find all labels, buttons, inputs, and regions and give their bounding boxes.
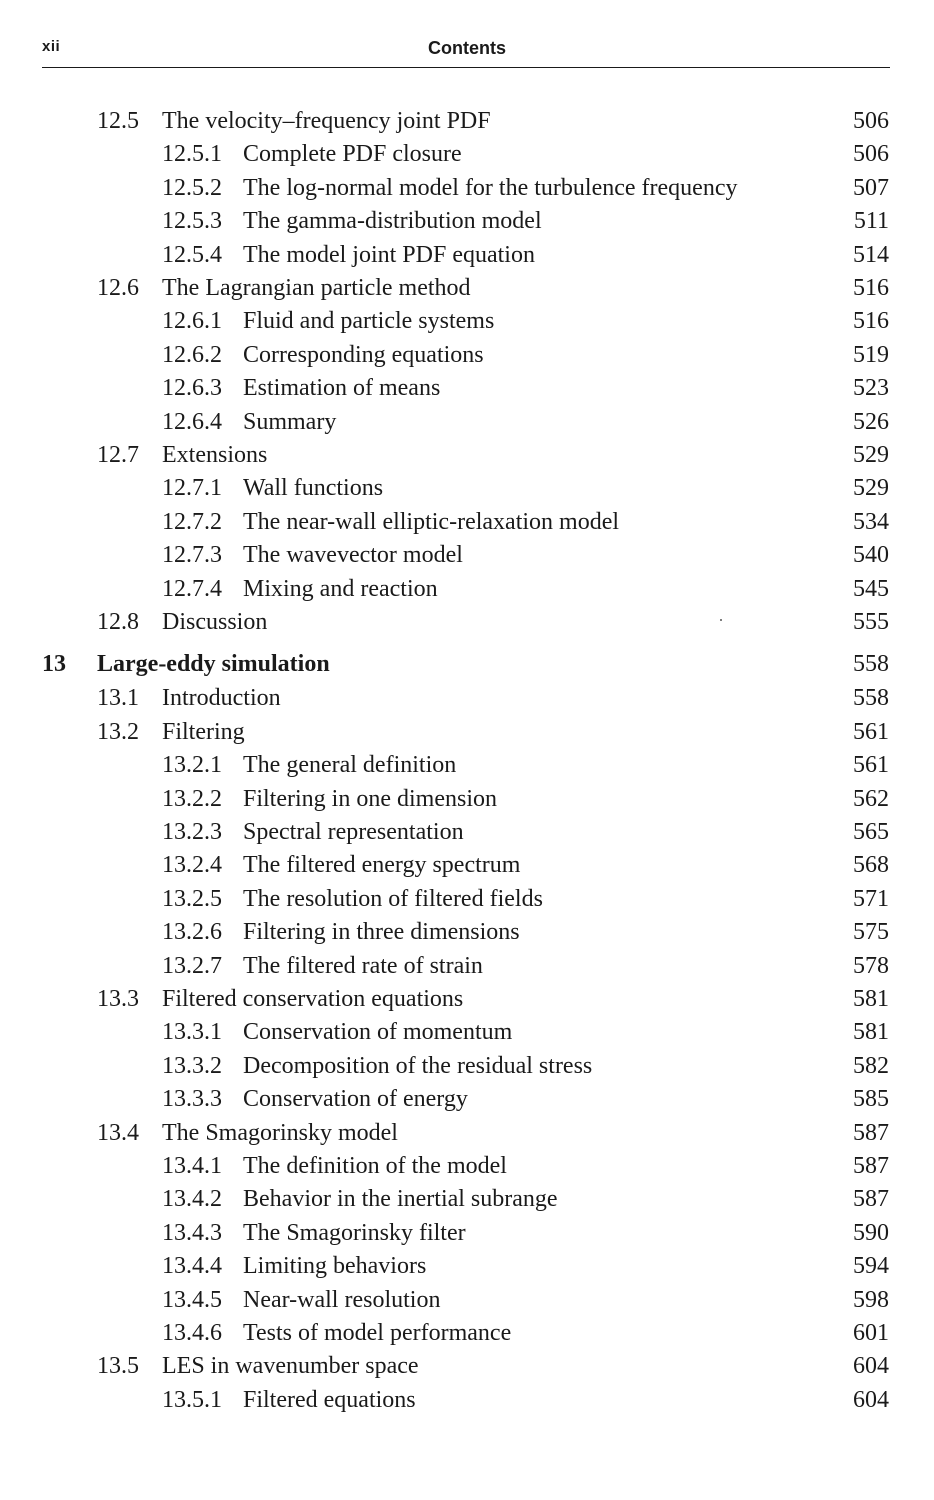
entry-page-number: 511 bbox=[853, 208, 889, 235]
entry-title: The model joint PDF equation bbox=[243, 241, 535, 268]
entry-number: 13.2.2 bbox=[162, 785, 222, 812]
entry-title: Conservation of momentum bbox=[243, 1019, 513, 1046]
toc-entry[interactable] bbox=[0, 1216, 934, 1250]
toc-entry[interactable] bbox=[0, 1182, 934, 1216]
entry-number: 12.7.3 bbox=[162, 542, 222, 569]
entry-number: 13.2.1 bbox=[162, 752, 222, 779]
entry-page-number: 555 bbox=[853, 609, 889, 635]
entry-title: The general definition bbox=[243, 752, 457, 779]
entry-title: Spectral representation bbox=[243, 818, 464, 845]
entry-page-number: 523 bbox=[853, 375, 889, 402]
entry-number: 13.4.2 bbox=[162, 1186, 222, 1213]
entry-title: The wavevector model bbox=[243, 542, 463, 569]
entry-page-number: 578 bbox=[853, 952, 889, 979]
toc-entry[interactable] bbox=[0, 405, 934, 439]
entry-title: Decomposition of the residual stress bbox=[243, 1052, 593, 1079]
toc-chapter-entry[interactable] bbox=[0, 647, 934, 681]
entry-page-number: 561 bbox=[853, 752, 889, 779]
entry-number: 13 bbox=[42, 651, 66, 678]
entry-title: The near-wall elliptic-relaxation model bbox=[243, 508, 620, 535]
toc-entry[interactable] bbox=[0, 204, 934, 238]
entry-number: 13.3 bbox=[97, 985, 139, 1012]
entry-title: Behavior in the inertial subrange bbox=[243, 1186, 558, 1213]
entry-number: 12.6.1 bbox=[162, 308, 222, 335]
entry-number: 12.6.4 bbox=[162, 408, 222, 435]
entry-page-number: 587 bbox=[853, 1119, 889, 1146]
entry-page-number: 571 bbox=[853, 885, 889, 912]
entry-page-number: 604 bbox=[853, 1386, 889, 1413]
toc-entry[interactable] bbox=[0, 782, 934, 816]
entry-title: The filtered rate of strain bbox=[243, 952, 483, 979]
toc-entry[interactable] bbox=[0, 104, 934, 138]
entry-title: Mixing and reaction bbox=[243, 575, 438, 602]
entry-title: Filtered conservation equations bbox=[162, 985, 464, 1012]
entry-number: 13.1 bbox=[97, 685, 139, 712]
entry-page-number: 506 bbox=[853, 108, 889, 134]
stray-dot bbox=[720, 619, 722, 621]
entry-number: 12.5 bbox=[97, 108, 139, 134]
entry-page-number: 598 bbox=[853, 1286, 889, 1313]
entry-number: 13.4.3 bbox=[162, 1219, 222, 1246]
entry-number: 12.5.1 bbox=[162, 141, 222, 168]
entry-number: 13.4.4 bbox=[162, 1253, 222, 1280]
toc-entry[interactable] bbox=[0, 371, 934, 405]
entry-title: Estimation of means bbox=[243, 375, 441, 402]
entry-number: 13.4.6 bbox=[162, 1319, 222, 1346]
entry-page-number: 587 bbox=[853, 1186, 889, 1213]
entry-page-number: 558 bbox=[853, 685, 889, 712]
toc-entry[interactable] bbox=[0, 438, 934, 472]
toc-entry[interactable] bbox=[0, 848, 934, 882]
entry-number: 12.5.3 bbox=[162, 208, 222, 235]
toc-entry[interactable] bbox=[0, 681, 934, 715]
entry-title: Filtering in one dimension bbox=[243, 785, 497, 812]
toc-entry[interactable] bbox=[0, 949, 934, 983]
entry-number: 12.5.4 bbox=[162, 241, 222, 268]
entry-page-number: 585 bbox=[853, 1086, 889, 1113]
entry-page-number: 594 bbox=[853, 1253, 889, 1280]
header-rule bbox=[42, 67, 890, 68]
entry-number: 12.6.2 bbox=[162, 341, 222, 368]
toc-entry[interactable] bbox=[0, 915, 934, 949]
entry-page-number: 604 bbox=[853, 1353, 889, 1380]
toc-entry[interactable] bbox=[0, 505, 934, 539]
entry-number: 13.3.2 bbox=[162, 1052, 222, 1079]
entry-page-number: 514 bbox=[853, 241, 889, 268]
entry-page-number: 507 bbox=[853, 174, 889, 201]
entry-number: 13.3.1 bbox=[162, 1019, 222, 1046]
entry-title: Near-wall resolution bbox=[243, 1286, 441, 1313]
entry-title: The velocity–frequency joint PDF bbox=[162, 108, 491, 134]
entry-title: Introduction bbox=[162, 685, 281, 712]
toc-entry[interactable] bbox=[0, 271, 934, 305]
toc-entry[interactable] bbox=[0, 1383, 934, 1417]
entry-title: Discussion bbox=[162, 609, 268, 635]
entry-title: LES in wavenumber space bbox=[162, 1353, 419, 1380]
entry-number: 12.8 bbox=[97, 609, 139, 635]
entry-page-number: 575 bbox=[853, 919, 889, 946]
entry-title: The resolution of filtered fields bbox=[243, 885, 543, 912]
entry-page-number: 526 bbox=[853, 408, 889, 435]
entry-number: 13.2.5 bbox=[162, 885, 222, 912]
running-head: Contents bbox=[428, 38, 506, 58]
entry-title: Filtered equations bbox=[243, 1386, 416, 1413]
entry-number: 13.5.1 bbox=[162, 1386, 222, 1413]
entry-number: 13.4 bbox=[97, 1119, 139, 1146]
entry-page-number: 506 bbox=[853, 141, 889, 168]
entry-title: The filtered energy spectrum bbox=[243, 852, 521, 879]
entry-number: 13.2.3 bbox=[162, 818, 222, 845]
entry-title: Fluid and particle systems bbox=[243, 308, 495, 335]
entry-number: 13.4.1 bbox=[162, 1152, 222, 1179]
toc-entry[interactable] bbox=[0, 1015, 934, 1049]
page-header bbox=[0, 0, 934, 72]
entry-page-number: 590 bbox=[853, 1219, 889, 1246]
toc-entry[interactable] bbox=[0, 815, 934, 849]
entry-page-number: 582 bbox=[853, 1052, 889, 1079]
entry-page-number: 545 bbox=[853, 575, 889, 602]
toc-entry[interactable] bbox=[0, 1249, 934, 1283]
toc-entry[interactable] bbox=[0, 748, 934, 782]
entry-title: Summary bbox=[243, 408, 337, 435]
entry-number: 13.4.5 bbox=[162, 1286, 222, 1313]
entry-page-number: 519 bbox=[853, 341, 889, 368]
entry-title: Filtering bbox=[162, 718, 245, 745]
entry-number: 12.5.2 bbox=[162, 174, 222, 201]
entry-page-number: 529 bbox=[853, 442, 889, 468]
toc-entry[interactable] bbox=[0, 605, 934, 639]
entry-page-number: 565 bbox=[853, 818, 889, 845]
entry-number: 12.7.2 bbox=[162, 508, 222, 535]
entry-title: Conservation of energy bbox=[243, 1086, 468, 1113]
entry-page-number: 534 bbox=[853, 508, 889, 535]
entry-number: 12.6 bbox=[97, 275, 139, 301]
entry-title: Limiting behaviors bbox=[243, 1253, 427, 1280]
page-number: xii bbox=[42, 38, 61, 55]
entry-number: 12.7 bbox=[97, 442, 139, 468]
entry-page-number: 568 bbox=[853, 852, 889, 879]
toc-entry[interactable] bbox=[0, 982, 934, 1016]
entry-title: The Smagorinsky filter bbox=[243, 1219, 466, 1246]
toc-entry[interactable] bbox=[0, 1116, 934, 1150]
entry-title: Corresponding equations bbox=[243, 341, 484, 368]
entry-title: Complete PDF closure bbox=[243, 141, 462, 168]
entry-number: 13.2.6 bbox=[162, 919, 222, 946]
entry-number: 13.2.4 bbox=[162, 852, 222, 879]
entry-number: 13.2 bbox=[97, 718, 139, 745]
toc-entry[interactable] bbox=[0, 715, 934, 749]
entry-title: Tests of model performance bbox=[243, 1319, 512, 1346]
entry-number: 13.3.3 bbox=[162, 1086, 222, 1113]
entry-number: 12.7.4 bbox=[162, 575, 222, 602]
entry-number: 13.5 bbox=[97, 1353, 139, 1380]
entry-title: Wall functions bbox=[243, 475, 384, 502]
toc-entry[interactable] bbox=[0, 538, 934, 572]
entry-page-number: 558 bbox=[853, 651, 889, 678]
entry-title: Extensions bbox=[162, 442, 268, 468]
toc-entry[interactable] bbox=[0, 338, 934, 372]
entry-title: Filtering in three dimensions bbox=[243, 919, 520, 946]
entry-page-number: 581 bbox=[853, 985, 889, 1012]
entry-title: The Lagrangian particle method bbox=[162, 275, 471, 301]
entry-title: The definition of the model bbox=[243, 1152, 507, 1179]
toc-entry[interactable] bbox=[0, 882, 934, 916]
toc-entry[interactable] bbox=[0, 1349, 934, 1383]
toc-entry[interactable] bbox=[0, 304, 934, 338]
toc-entry[interactable] bbox=[0, 572, 934, 606]
entry-number: 13.2.7 bbox=[162, 952, 222, 979]
toc-entry[interactable] bbox=[0, 1316, 934, 1350]
entry-page-number: 561 bbox=[853, 718, 889, 745]
toc-entry[interactable] bbox=[0, 1283, 934, 1317]
entry-page-number: 587 bbox=[853, 1152, 889, 1179]
entry-number: 12.6.3 bbox=[162, 375, 222, 402]
toc-entry[interactable] bbox=[0, 137, 934, 171]
toc-entry[interactable] bbox=[0, 1082, 934, 1116]
toc-entry[interactable] bbox=[0, 171, 934, 205]
toc-entry[interactable] bbox=[0, 1049, 934, 1083]
entry-page-number: 562 bbox=[853, 785, 889, 812]
entry-page-number: 581 bbox=[853, 1019, 889, 1046]
toc-entry[interactable] bbox=[0, 238, 934, 272]
entry-page-number: 516 bbox=[853, 275, 889, 301]
entry-page-number: 516 bbox=[853, 308, 889, 335]
toc-entry[interactable] bbox=[0, 471, 934, 505]
entry-title: The gamma-distribution model bbox=[243, 208, 542, 235]
entry-page-number: 540 bbox=[853, 542, 889, 569]
entry-title: The log-normal model for the turbulence frequency bbox=[243, 174, 738, 201]
entry-title: Large-eddy simulation bbox=[97, 651, 330, 678]
entry-number: 12.7.1 bbox=[162, 475, 222, 502]
entry-title: The Smagorinsky model bbox=[162, 1119, 398, 1146]
toc-entry[interactable] bbox=[0, 1149, 934, 1183]
entry-page-number: 529 bbox=[853, 475, 889, 502]
entry-page-number: 601 bbox=[853, 1319, 889, 1346]
